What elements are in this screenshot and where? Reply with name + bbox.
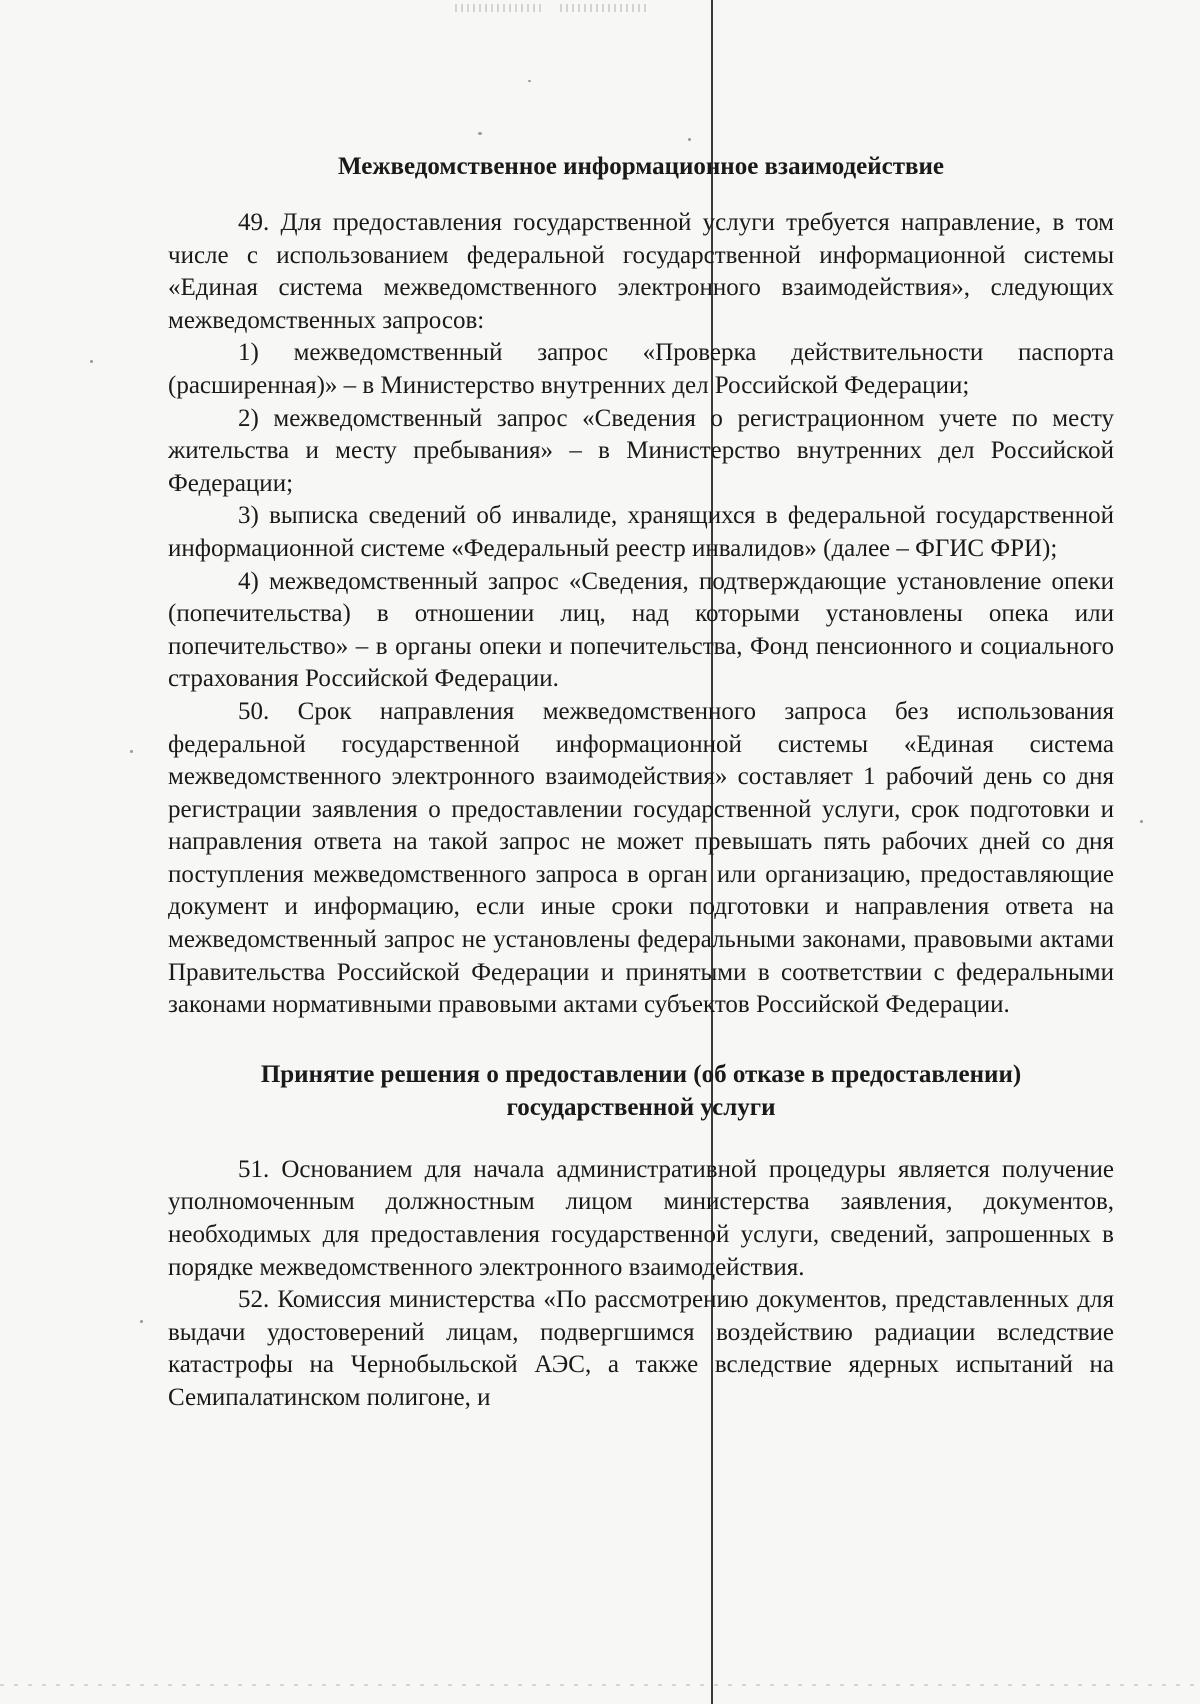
paragraph-50: 50. Срок направления межведомственного запроса без использования федеральной государственной информационной системы «Единая система межведомственного электронного взаимодействия» составляет 1 рабочий день со дня регистрации заявления о предоставлении государственной услуги, срок подготовки и направления ответа на такой запрос не может превышать пять рабочих дней со дня поступления межведомственного запроса в орган или организацию, предоставляющие документ и информацию, если иные сроки подготовки и направления ответа на межведомственный запрос не установлены федеральными законами, правовыми актами Правительства Российской Федерации и принятыми в соответствии с федеральными законами нормативными правовыми актами субъектов Российской Федерации.: [168, 697, 1114, 1019]
scan-speck: [478, 132, 482, 135]
list-item-1: 1) межведомственный запрос «Проверка действительности паспорта (расширенная)» – в Министерство внутренних дел Российской Федерации;: [168, 339, 1114, 399]
scan-speck: [1140, 820, 1143, 823]
scan-smudge: [560, 4, 650, 12]
section-heading-decision-line1: Принятие решения о предоставлении (об отказе в предоставлении): [260, 1060, 1022, 1088]
paragraph-49: 49. Для предоставления государственной услуги требуется направление, в том числе с использованием федеральной государственной информационной системы «Единая система межведомственного электронного взаимодействия», следующих межведомственных запросов:: [168, 209, 1114, 334]
scan-smudge: [455, 4, 545, 12]
list-item-3: 3) выписка сведений об инвалиде, хранящихся в федеральной государственной информационной системе «Федеральный реестр инвалидов» (далее – ФГИС ФРИ);: [168, 502, 1114, 562]
scan-speck: [130, 750, 133, 753]
paragraph-51: 51. Основанием для начала административной процедуры является получение уполномоченным должностным лицом министерства заявления, документов, необходимых для предоставления государственной услуги, сведений, запрошенных в порядке межведомственного электронного взаимодействия.: [168, 1155, 1114, 1281]
section-heading-interagency: Межведомственное информационное взаимодействие: [338, 153, 944, 180]
scan-speck: [90, 360, 93, 363]
scan-speck: [140, 1320, 143, 1323]
section-heading-decision-line2: государственной услуги: [506, 1093, 776, 1121]
list-item-2: 2) межведомственный запрос «Сведения о регистрационном учете по месту жительства и месту пребывания» – в Министерство внутренних дел Российской Федерации;: [168, 404, 1114, 497]
scan-speck: [688, 138, 691, 141]
list-item-4: 4) межведомственный запрос «Сведения, подтверждающие установление опеки (попечительства) в отношении лиц, над которыми установлены опека или попечительство» – в органы опеки и попечительства, Фонд пенсионного и социального страхования Российской Федерации.: [168, 567, 1114, 693]
document-body: [168, 150, 1114, 1415]
paragraph-52: 52. Комиссия министерства «По рассмотрению документов, представленных для выдачи удостоверений лицам, подвергшимся воздействию радиации вследствие катастрофы на Чернобыльской АЭС, а также вследствие ядерных испытаний на Семипалатинском полигоне, и: [168, 1286, 1114, 1411]
scan-speck: [528, 80, 531, 82]
section-heading-decision: [168, 1058, 1114, 1124]
scan-bottom-dashes: [0, 1684, 1200, 1686]
